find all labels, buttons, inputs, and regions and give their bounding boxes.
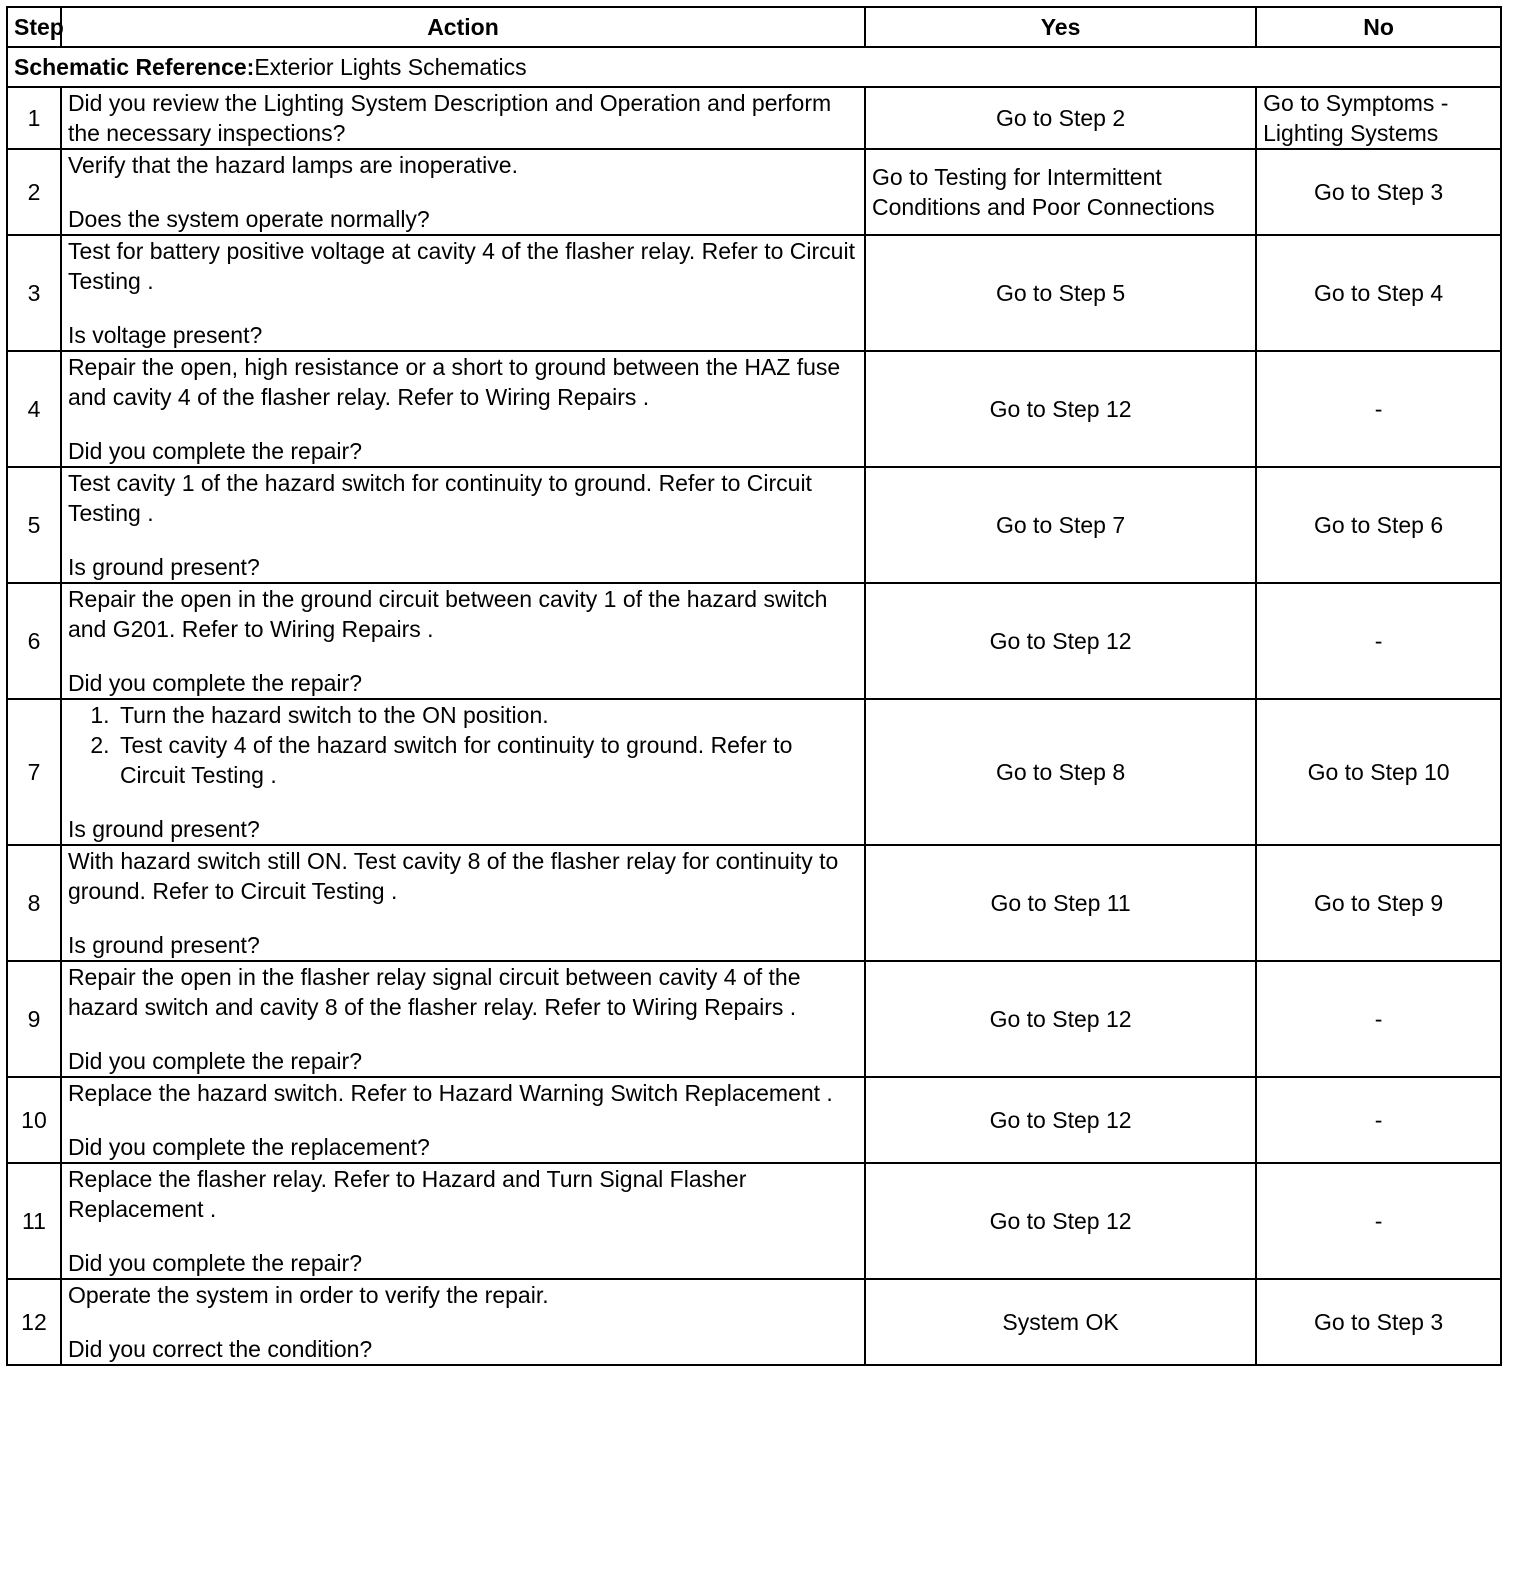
diagnostic-table [6, 6, 1502, 1366]
action-cell [61, 1163, 865, 1279]
schematic-reference-label: Schematic Reference: [14, 54, 255, 80]
action-text: Verify that the hazard lamps are inoperative. [67, 152, 518, 178]
table-row [7, 467, 1501, 583]
no-result: - [1256, 1163, 1501, 1279]
action-cell [61, 467, 865, 583]
action-question: Did you complete the replacement? [67, 1134, 430, 1160]
table-row [7, 1077, 1501, 1163]
step-number: 7 [7, 699, 61, 845]
yes-result: Go to Testing for Intermittent Conditions and Poor Connections [865, 149, 1256, 235]
action-question: Is ground present? [67, 932, 260, 958]
action-cell [61, 583, 865, 699]
action-question: Did you complete the repair? [67, 1048, 362, 1074]
action-question: Is ground present? [67, 816, 260, 842]
action-text: Did you review the Lighting System Description and Operation and perform the necessary inspections? [67, 90, 832, 146]
step-number: 3 [7, 235, 61, 351]
header-yes: Yes [865, 7, 1256, 47]
action-question: Did you complete the repair? [67, 438, 362, 464]
yes-result: Go to Step 2 [865, 87, 1256, 149]
action-text: Test cavity 1 of the hazard switch for continuity to ground. Refer to Circuit Testing . [67, 470, 812, 526]
schematic-reference-value: Exterior Lights Schematics [254, 54, 527, 80]
action-substep: 2. Test cavity 4 of the hazard switch for continuity to ground. Refer to Circuit Testing . [116, 730, 858, 790]
action-substeps [68, 700, 858, 790]
no-result: Go to Step 3 [1256, 1279, 1501, 1365]
action-substep: 1. Turn the hazard switch to the ON position. [116, 700, 858, 730]
action-question: Did you complete the repair? [67, 1250, 362, 1276]
table-row [7, 1163, 1501, 1279]
yes-result: System OK [865, 1279, 1256, 1365]
table-row [7, 583, 1501, 699]
yes-result: Go to Step 5 [865, 235, 1256, 351]
action-question: Is ground present? [67, 554, 260, 580]
yes-result: Go to Step 11 [865, 845, 1256, 961]
step-number: 5 [7, 467, 61, 583]
no-result: Go to Step 3 [1256, 149, 1501, 235]
step-number: 6 [7, 583, 61, 699]
header-action: Action [61, 7, 865, 47]
no-result: Go to Step 4 [1256, 235, 1501, 351]
step-number: 1 [7, 87, 61, 149]
step-number: 9 [7, 961, 61, 1077]
yes-result: Go to Step 7 [865, 467, 1256, 583]
yes-result: Go to Step 12 [865, 1077, 1256, 1163]
no-result: Go to Step 10 [1256, 699, 1501, 845]
action-text: Operate the system in order to verify the repair. [67, 1282, 549, 1308]
table-row [7, 961, 1501, 1077]
step-number: 10 [7, 1077, 61, 1163]
schematic-reference-row [7, 47, 1501, 87]
yes-result: Go to Step 12 [865, 351, 1256, 467]
step-number: 8 [7, 845, 61, 961]
action-cell [61, 961, 865, 1077]
action-cell [61, 235, 865, 351]
step-number: 11 [7, 1163, 61, 1279]
yes-result: Go to Step 8 [865, 699, 1256, 845]
table-row [7, 149, 1501, 235]
schematic-reference [7, 47, 1501, 87]
step-number: 2 [7, 149, 61, 235]
table-row [7, 699, 1501, 845]
action-cell [61, 699, 865, 845]
action-cell [61, 351, 865, 467]
action-question: Did you complete the repair? [67, 670, 362, 696]
no-result: Go to Step 6 [1256, 467, 1501, 583]
header-row [7, 7, 1501, 47]
table-row [7, 87, 1501, 149]
action-cell [61, 149, 865, 235]
table-row [7, 845, 1501, 961]
action-text: Replace the flasher relay. Refer to Hazard and Turn Signal Flasher Replacement . [67, 1166, 747, 1222]
header-step: Step [7, 7, 61, 47]
step-number: 4 [7, 351, 61, 467]
action-cell [61, 845, 865, 961]
action-question: Did you correct the condition? [67, 1336, 373, 1362]
action-text: Test for battery positive voltage at cavity 4 of the flasher relay. Refer to Circuit Testing . [67, 238, 855, 294]
action-question: Does the system operate normally? [67, 206, 430, 232]
no-result: - [1256, 1077, 1501, 1163]
no-result: - [1256, 351, 1501, 467]
action-text: Replace the hazard switch. Refer to Hazard Warning Switch Replacement . [67, 1080, 833, 1106]
step-number: 12 [7, 1279, 61, 1365]
action-cell [61, 1279, 865, 1365]
no-result: Go to Step 9 [1256, 845, 1501, 961]
yes-result: Go to Step 12 [865, 1163, 1256, 1279]
no-result: - [1256, 583, 1501, 699]
action-text: Repair the open in the ground circuit between cavity 1 of the hazard switch and G201. Refer to Wiring Repairs . [67, 586, 828, 642]
no-result: - [1256, 961, 1501, 1077]
table-row [7, 351, 1501, 467]
table-row [7, 235, 1501, 351]
action-cell [61, 1077, 865, 1163]
no-result: Go to Symptoms - Lighting Systems [1256, 87, 1501, 149]
action-question: Is voltage present? [67, 322, 263, 348]
header-no: No [1256, 7, 1501, 47]
action-text: Repair the open in the flasher relay signal circuit between cavity 4 of the hazard switch and cavity 8 of the flasher relay. Refer to Wiring Repairs . [67, 964, 801, 1020]
action-cell [61, 87, 865, 149]
table-row [7, 1279, 1501, 1365]
action-text: With hazard switch still ON. Test cavity 8 of the flasher relay for continuity to ground. Refer to Circuit Testing . [67, 848, 839, 904]
yes-result: Go to Step 12 [865, 583, 1256, 699]
yes-result: Go to Step 12 [865, 961, 1256, 1077]
action-text: Repair the open, high resistance or a short to ground between the HAZ fuse and cavity 4 of the flasher relay. Refer to Wiring Repairs . [67, 354, 841, 410]
